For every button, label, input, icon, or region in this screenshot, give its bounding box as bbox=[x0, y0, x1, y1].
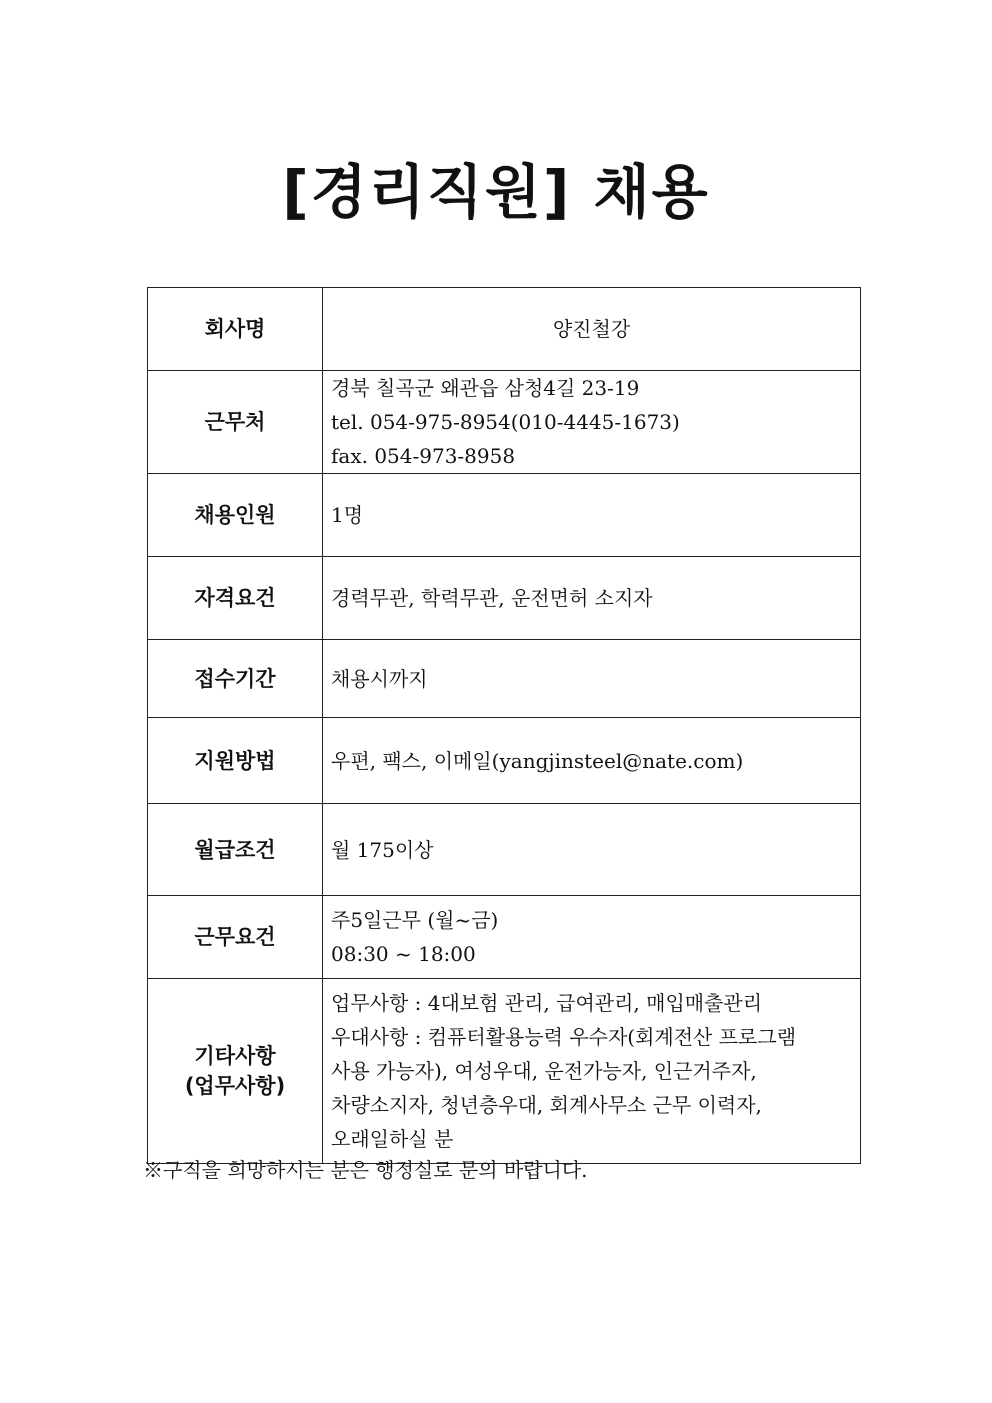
workplace-label: 근무처 bbox=[148, 371, 323, 474]
preferences-text-1: 우대사항 : 컴퓨터활용능력 우수자(회계전산 프로그램 bbox=[331, 1025, 797, 1049]
table-row bbox=[148, 804, 861, 896]
footnote: ※구직을 희망하시는 분은 행정실로 문의 바랍니다. bbox=[143, 1158, 588, 1182]
table-row bbox=[148, 979, 861, 1164]
application-method-text: 우편, 팩스, 이메일(yangjinsteel@nate.com) bbox=[331, 748, 744, 773]
workplace-address: 경북 칠곡군 왜관읍 삼청4길 23-19 bbox=[331, 376, 640, 400]
qualification-value bbox=[323, 557, 861, 640]
work-hours-text: 08:30 ~ 18:00 bbox=[331, 942, 476, 966]
workplace-value bbox=[323, 371, 861, 474]
headcount-value bbox=[323, 474, 861, 557]
salary-value bbox=[323, 804, 861, 896]
work-conditions-label: 근무요건 bbox=[148, 896, 323, 979]
other-details-value bbox=[323, 979, 861, 1164]
page-title: [경리직원] 채용 bbox=[282, 158, 710, 226]
salary-text: 월 175이상 bbox=[331, 837, 434, 862]
table-row bbox=[148, 640, 861, 718]
other-details-label bbox=[148, 979, 323, 1164]
application-period-label: 접수기간 bbox=[148, 640, 323, 718]
work-days-text: 주5일근무 (월~금) bbox=[331, 908, 499, 932]
table-row bbox=[148, 718, 861, 804]
preferences-text-3: 차량소지자, 청년층우대, 회계사무소 근무 이력자, bbox=[331, 1093, 762, 1117]
salary-label: 월급조건 bbox=[148, 804, 323, 896]
table-row bbox=[148, 557, 861, 640]
application-method-value bbox=[323, 718, 861, 804]
other-details-label-line2: (업무사항) bbox=[184, 1074, 286, 1098]
work-conditions-value bbox=[323, 896, 861, 979]
table-row bbox=[148, 371, 861, 474]
preferences-text-2: 사용 가능자), 여성우대, 운전가능자, 인근거주자, bbox=[331, 1059, 757, 1083]
company-name-value bbox=[323, 288, 861, 371]
headcount-text: 1명 bbox=[331, 503, 364, 527]
application-period-text: 채용시까지 bbox=[331, 666, 428, 691]
company-name-label: 회사명 bbox=[148, 288, 323, 371]
application-method-label: 지원방법 bbox=[148, 718, 323, 804]
table-row bbox=[148, 288, 861, 371]
company-name-text: 양진철강 bbox=[552, 317, 631, 341]
workplace-fax: fax. 054-973-8958 bbox=[331, 444, 516, 468]
preferences-text-4: 오래일하실 분 bbox=[331, 1127, 454, 1151]
qualification-label: 자격요건 bbox=[148, 557, 323, 640]
headcount-label: 채용인원 bbox=[148, 474, 323, 557]
duties-text: 업무사항 : 4대보험 관리, 급여관리, 매입매출관리 bbox=[331, 991, 763, 1015]
table-row bbox=[148, 474, 861, 557]
other-details-label-line1: 기타사항 bbox=[194, 1044, 276, 1068]
table-row bbox=[148, 896, 861, 979]
application-period-value bbox=[323, 640, 861, 718]
job-posting-table bbox=[147, 287, 861, 1164]
workplace-tel: tel. 054-975-8954(010-4445-1673) bbox=[331, 410, 680, 434]
qualification-text: 경력무관, 학력무관, 운전면허 소지자 bbox=[331, 586, 653, 610]
